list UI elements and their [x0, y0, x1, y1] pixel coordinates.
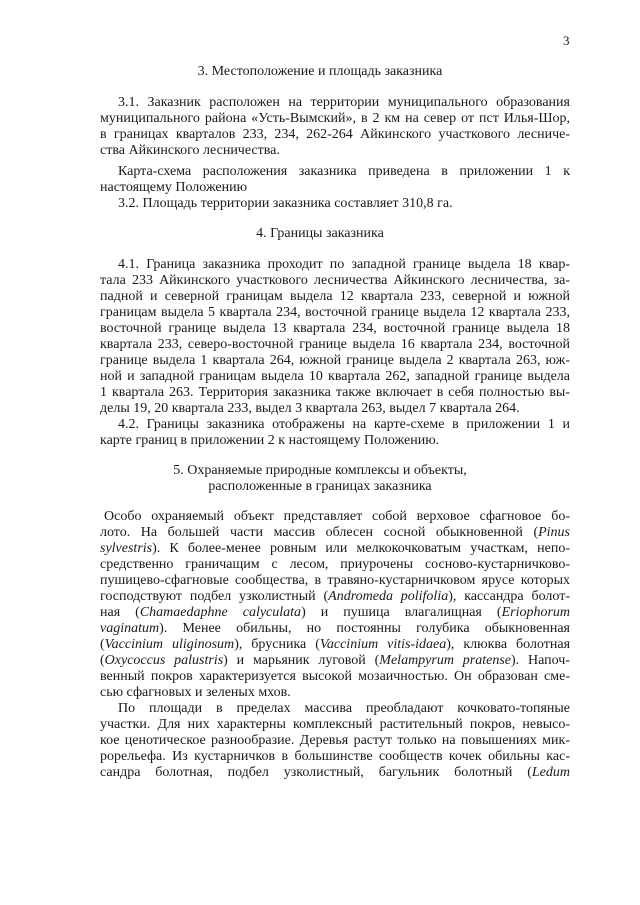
s4-p2-line: карте границ в приложении 2 к настоящему Положению. [100, 433, 440, 448]
s5-p2-line: рорельефа. Из кустарничков в большинстве сообществ кочек обильны кас- [100, 749, 570, 764]
s4-p1-line: 1 квартала 263. Территория заказника также включает в себя полностью вы- [100, 385, 570, 400]
s4-p1-line: падной и северной границам выдела 12 квартала 233, северной и южной [100, 289, 570, 304]
s5-p2-line: участки. Для них характерны комплексный растительный покров, невысо- [100, 717, 570, 732]
section5-heading-line2: расположенные в границах заказника [208, 479, 432, 494]
section4-heading: 4. Границы заказника [256, 226, 384, 241]
s5-p1-line: средственно граничащим с лесом, приурочены сосново-кустарничково- [100, 557, 570, 572]
s3-p3-line: 3.2. Площадь территории заказника составляет 310,8 га. [118, 196, 453, 211]
s4-p1-line: границам выдела 5 квартала 234, восточной границе выдела 12 квартала 233, [100, 305, 570, 320]
s3-p2-line: Карта-схема расположения заказника приведена в приложении 1 к [118, 164, 570, 179]
s5-p1-line: венный покров характеризуется высокой мозаичностью. Он образован сме- [100, 669, 570, 684]
s5-p1-line: лото. На большей части массив облесен сосной обыкновенной (Pinus [100, 525, 570, 540]
s5-p2-line: кое ценотическое разнообразие. Деревья растут только на повышениях мик- [100, 733, 570, 748]
s5-p2-line: По площади в пределах массива преобладают кочковато-топяные [118, 701, 570, 716]
s5-p1-line: ная (Chamaedaphne calyculata) и пушица влагалищная (Eriophorum [100, 605, 571, 620]
s5-p1-line: Особо охраняемый объект представляет собой верховое сфагновое бо- [104, 509, 570, 524]
section5-heading-line1: 5. Охраняемые природные комплексы и объекты, [173, 463, 467, 478]
s5-p1-line: (Vaccinium uliginosum), брусника (Vaccinium vitis-idaea), клюква болотная [100, 637, 571, 652]
s5-p1-line: сью сфагновых и зеленых мхов. [100, 685, 291, 700]
s4-p1-line: 4.1. Граница заказника проходит по западной границе выдела 18 квар- [118, 257, 570, 272]
s5-p1-line: (Oxycoccus palustris) и марьяник луговой (Melampyrum pratense). Напоч- [100, 653, 570, 668]
s4-p1-line: квартала 233, северо-восточной границе выдела 16 квартала 234, восточной [100, 337, 570, 352]
s4-p1-line: границе выдела 1 квартала 264, южной границе выдела 2 квартала 263, юж- [100, 353, 570, 368]
s3-p1-line: ства Айкинского лесничества. [100, 143, 280, 158]
s3-p2-line: настоящему Положению [100, 180, 248, 195]
s4-p1-line: делы 19, 20 квартала 233, выдел 3 квартала 263, выдел 7 квартала 264. [100, 401, 520, 416]
s3-p1-line: 3.1. Заказник расположен на территории муниципального образования [118, 95, 570, 110]
s5-p1-line: господствуют подбел узколистный (Andromeda polifolia), кассандра болот- [100, 589, 570, 604]
page-number: 3 [563, 33, 570, 48]
s4-p1-line: ной и западной границам выдела 10 квартала 262, западной границе выдела [100, 369, 570, 384]
s3-p1-line: в границах кварталов 233, 234, 262-264 Айкинского участкового лесниче- [100, 127, 570, 142]
s5-p1-line: пушицево-сфагновые сообщества, в травяно-кустарничковом ярусе которых [100, 573, 570, 588]
s4-p1-line: тала 233 Айкинского участкового лесничества Айкинского лесничества, за- [100, 273, 570, 288]
s5-p1-line: sylvestris). К более-менее ровным или мелкокочковатым участкам, непо- [100, 541, 570, 556]
s3-p1-line: муниципального района «Усть-Вымский», в 2 км на север от пст Илья-Шор, [100, 111, 570, 126]
s4-p1-line: восточной границе выдела 13 квартала 234, восточной границе выдела 18 [100, 321, 570, 336]
s5-p1-line: vaginatum). Менее обильны, но постоянны голубика обыкновенная [100, 621, 570, 636]
section3-heading: 3. Местоположение и площадь заказника [197, 64, 443, 79]
s4-p2-line: 4.2. Границы заказника отображены на карте-схеме в приложении 1 и [118, 417, 570, 432]
s5-p2-line: сандра болотная, подбел узколистный, багульник болотный (Ledum [100, 765, 570, 780]
